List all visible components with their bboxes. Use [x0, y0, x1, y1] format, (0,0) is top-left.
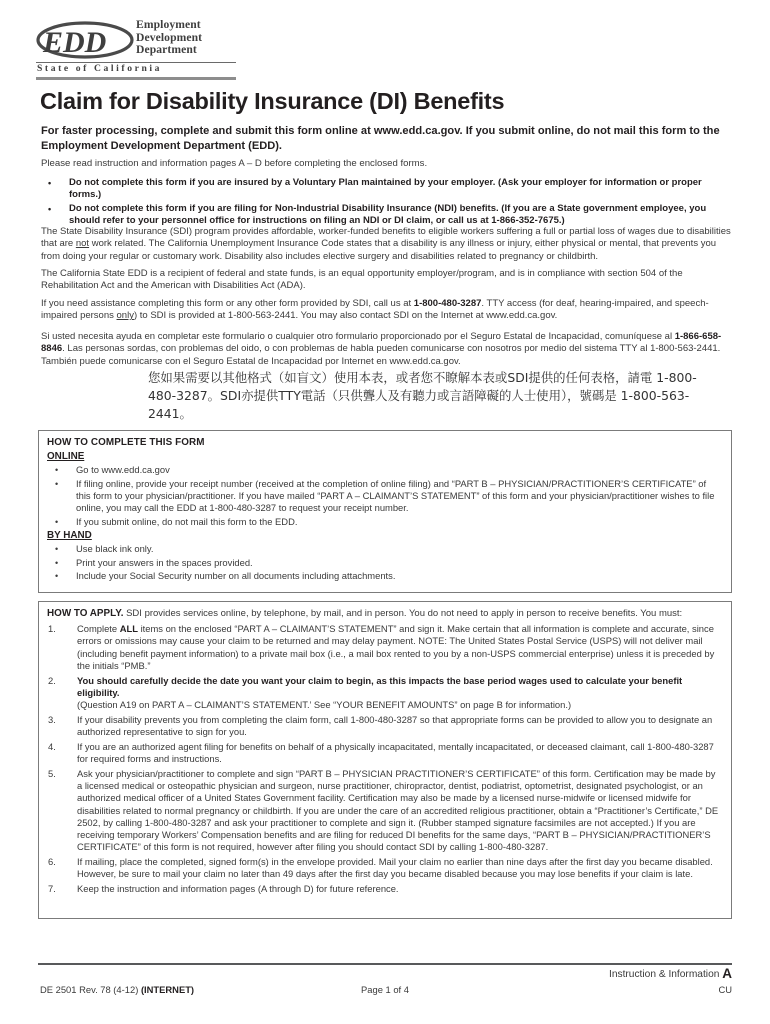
bullet-icon: • — [55, 544, 59, 555]
emphasis-not: not — [75, 238, 90, 250]
footer-instruction-label — [609, 966, 732, 981]
list-item-text: If your disability prevents you from completing the claim form, call 1-800-480-3287 so that appropriate forms can be provided to allow you to designate an authorized representative to sign for you. — [77, 713, 713, 738]
list-item — [41, 203, 733, 227]
phone-sdi-spanish: 1-866-658-8846 — [41, 331, 722, 355]
page-title: Claim for Disability Insurance (DI) Benefits — [40, 88, 505, 114]
list-item-text: Ask your physician/practitioner to complete and sign “PART B – PHYSICIAN PRACTITIONER’S CERTIFICATE” of this form. Certification may be made by a licensed medical or osteopathic physician and surgeon, nurse practitioner, chiropractor, dentist, podiatrist, optometrist, designated psychologist, or an authorized medical officer of a United States Government facility. Certification may also be made by a licensed nurse-midwife or licensed midwife for disabilities related to normal pregnancy or childbirth. If you are under the care of an accredited religious practitioner, obtain a “Practitioner’s Certificate,” DE 2502, by calling 1-800-480-3287 and ask your practitioner to complete and sign it. (Rubber stamped signature facsimiles are not accepted.) If you are receiving temporary Workers’ Compensation benefits and are filing for reduced DI benefits for the same days, “PART B – PHYSICIAN/PRACTITIONER’S CERTIFICATE” of this form is not required, however after filing you should contact SDI by calling 1-800-480-3287. — [77, 767, 719, 853]
logo-line-department: Department — [136, 43, 197, 57]
list-item — [47, 856, 723, 881]
list-item — [47, 557, 723, 569]
list-item — [47, 570, 723, 582]
paragraph-tty-assistance: If you need assistance completing this form or any other form provided by SDI, call us at 1-800-480-3287. TTY access (for deaf, hearing-impaired, and speech-impaired persons only) to SDI is provided at 1-800-563-2441. You may also contact SDI on the Internet at www.edd.ca.gov. — [41, 298, 709, 322]
edd-logo — [36, 18, 236, 76]
bullet-icon: • — [48, 178, 52, 188]
bullet-icon: • — [55, 571, 59, 582]
box-heading-complete: HOW TO COMPLETE THIS FORM — [47, 437, 205, 448]
footer-cu-code: CU — [718, 984, 732, 995]
list-item — [47, 714, 723, 739]
bullet-icon: • — [55, 478, 59, 489]
paragraph-chinese: 您如果需要以其他格式（如盲文）使用本表，或者您不瞭解本表或SDI提供的任何表格，請電 1-800-480-3287。SDI亦提供TTY電話（只供聾人及有聽力或言語障礙的人士使用），號碼是 1-800-563-2441。 — [148, 370, 697, 422]
list-item — [41, 177, 733, 201]
list-item-number: 2. — [48, 674, 56, 686]
list-item — [47, 543, 723, 555]
list-item-number: 3. — [48, 713, 56, 725]
bullet-icon: • — [55, 465, 59, 475]
bullet-icon: • — [55, 557, 59, 568]
emphasis-all: ALL — [119, 623, 138, 635]
logo-line-development: Development — [136, 30, 203, 44]
list-item-text: Keep the instruction and information pages (A through D) for future reference. — [77, 883, 399, 895]
list-item-number: 5. — [48, 767, 56, 779]
list-item-text: If you are an authorized agent filing for benefits on behalf of a physically incapacitated, mentally incapacitated, or deceased claimant, call 1-800-480-3287 for required forms and instructions. — [77, 740, 714, 765]
list-item-text: Do not complete this form if you are filing for Non-Industrial Disability Insurance (NDI) benefits. (If you are a State government employee, you should refer to your personnel office for instructions on filing an NDI or DI claim, or call us at 1-866-352-7675.) — [69, 202, 707, 226]
list-item-text: If mailing, place the completed, signed form(s) in the envelope provided. Mail your claim no earlier than nine days after the first day you became disabled. However, be sure to mail your claim no later than 49 days after the first day you became disabled because you may lose benefits if your claim is late. — [77, 856, 713, 880]
logo-state-line: State of California — [37, 63, 163, 74]
phone-sdi-main: 1-800-480-3287 — [413, 298, 482, 309]
list-item-text: If you submit online, do not mail this form to the EDD. — [76, 515, 298, 527]
list-item-text: Include your Social Security number on all documents including attachments. — [76, 570, 396, 582]
footer-page-letter: A — [722, 966, 732, 981]
lead-paragraph: For faster processing, complete and submit this form online at www.edd.ca.gov. If you submit online, do not mail this form to the Employment Development Department (EDD). — [41, 125, 720, 152]
list-item-text: Go to www.edd.ca.gov — [76, 464, 170, 475]
list-item — [47, 464, 723, 476]
list-item — [47, 883, 723, 895]
how-to-apply-box — [38, 601, 732, 919]
list-item-number: 1. — [48, 623, 56, 635]
edd-logomark-icon — [36, 20, 134, 60]
list-item-number: 7. — [48, 883, 56, 895]
list-item — [47, 478, 723, 515]
footer-page-number: Page 1 of 4 — [361, 984, 409, 995]
paragraph-spanish: Si usted necesita ayuda en completar este formulario o cualquier otro formulario proporcionado por el Seguro Estatal de Incapacidad, comuníquese al 1-866-658-8846. Las personas sordas, con problemas del oido, o con problemas de habla pueden comunicarse con nosotros por medio del sistema TTY al 1-800-563-2441. También puede comunicarse con el Seguro Estatal de Incapacidad por Internet en www.edd.ca.gov. — [41, 331, 722, 367]
list-item-text: Do not complete this form if you are insured by a Voluntary Plan maintained by your employer. (Ask your employer for information or proper forms.) — [69, 177, 702, 201]
list-item-bold-lead: You should carefully decide the date you want your claim to begin, as this impacts the base period wages used to calculate your benefit eligibility. — [77, 674, 683, 698]
list-item — [47, 675, 723, 712]
footer-divider — [38, 963, 732, 965]
emphasis-only: only — [116, 310, 134, 322]
top-bullet-list — [41, 177, 733, 228]
list-item — [47, 741, 723, 766]
paragraph-sdi-program: The State Disability Insurance (SDI) program provides affordable, worker-funded benefits to eligible workers suffering a full or partial loss of wages due to disabilities that are not work related. The California Unemployment Insurance Code states that a disability is any illness or injury, either physical or mental, that prevents you from doing your regular or customary work. Disability also includes elective surgery and disabilities related to pregnancy or childbirth. — [41, 226, 731, 262]
list-item-number: 4. — [48, 740, 56, 752]
subheading-online: ONLINE — [47, 451, 85, 462]
how-to-complete-box — [38, 430, 732, 593]
paragraph-ada: The California State EDD is a recipient of federal and state funds, is an equal opportunity employer/program, and is in compliance with section 504 of the Rehabilitation Act and the American with Disabilities Act (ADA). — [41, 268, 683, 292]
edd-logo-wordmark — [136, 19, 202, 57]
bullet-icon: • — [48, 203, 52, 214]
logo-line-employment: Employment — [136, 18, 201, 31]
list-item-text — [77, 675, 723, 712]
list-item — [47, 768, 723, 854]
list-item-text: If filing online, provide your receipt number (received at the completion of online filing) and “PART B – PHYSICIAN/PRACTITIONER’S CERTIFICATE” of this form to your physician/practitioner. If you have mailed “PART A – CLAIMANT’S STATEMENT” of this form and your physician/practitioner wishes to file online, you may call the EDD at 1-800-480-3287 to request your receipt number. — [76, 477, 715, 514]
subnote-paragraph: Please read instruction and information pages A – D before completing the enclosed forms. — [41, 158, 428, 169]
list-item-text: Print your answers in the spaces provided. — [76, 556, 253, 568]
apply-heading-label: HOW TO APPLY. — [47, 608, 124, 619]
list-item — [47, 623, 723, 672]
list-item-number: 6. — [48, 856, 56, 868]
list-item-tail: (Question A19 on PART A – CLAIMANT’S STATEMENT.’ See “YOUR BENEFIT AMOUNTS” on page B for information.) — [77, 699, 572, 711]
subheading-by-hand: BY HAND — [47, 530, 92, 542]
footer-internet-tag: (INTERNET) — [140, 984, 195, 995]
list-item — [47, 516, 723, 528]
list-item-text: Complete ALL items on the enclosed “PART A – CLAIMANT’S STATEMENT” and sign it. Make certain that all information is complete and accurate, since errors or omissions may cause your claim to be returned and may delay payment. NOTE: The United States Postal Service (USPS) will not deliver mail (including benefit payment information) to a private mail box (i.e., a mail box rented to you by a non-USPS commercial enterprise) unless it is preceded by the initials “PMB.” — [77, 623, 715, 671]
bullet-icon: • — [55, 516, 59, 527]
box-heading-apply — [47, 608, 723, 620]
svg-text:EDD: EDD — [43, 26, 107, 59]
footer-form-number: DE 2501 Rev. 78 (4-12) — [40, 984, 139, 995]
logo-divider-bottom — [36, 77, 236, 80]
apply-intro-text: SDI provides services online, by telephone, by mail, and in person. You do not need to apply in person to receive benefits. You must: — [126, 608, 683, 619]
footer-instruction-text: Instruction & Information — [608, 969, 720, 980]
list-item-text: Use black ink only. — [76, 543, 154, 555]
